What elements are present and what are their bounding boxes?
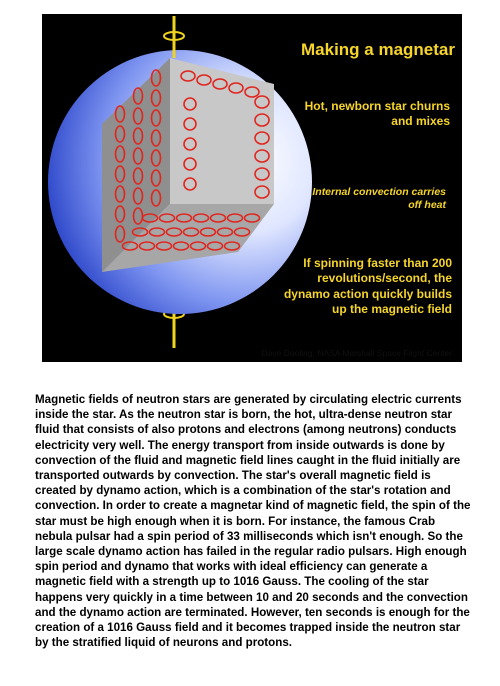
magnetar-figure (42, 14, 462, 362)
image-credit: Dave Dooling, NASA Marshall Space Flight Center (261, 348, 452, 358)
caption-convection: Internal convection carries off heat (312, 186, 446, 212)
caption-dynamo: If spinning faster than 200 revolutions/second, the dynamo action quickly builds up the magnetic field (283, 256, 452, 317)
article-paragraph: Magnetic fields of neutron stars are generated by circulating electric currents inside the star. As the neutron star is born, the hot, ultra-dense neutron star fluid that consists of also protons and electrons (among neutrons) conducts electricity very well. The energy transport from inside outwards is done by convection of the fluid and magnetic field lines caught in the fluid initially are transported outwards by convection. The star's overall magnetic field is created by dynamo action, which is a combination of the star's rotation and convection. In order to create a magnetar kind of magnetic field, the spin of the star must be high enough when it is born. For instance, the famous Crab nebula pulsar had a spin period of 33 milliseconds which isn't enough. So the large scale dynamo action has failed in the regular radio pulsars. High enough spin period and dynamo that works with ideal efficiency can generate a magnetic field with a strength up to 1016 Gauss. The cooling of the star happens very quickly in a time between 10 and 20 seconds and the convection and the dynamo action are terminated. However, ten seconds is enough for the creation of a 1016 Gauss field and it becomes trapped inside the neutron star by the stratified liquid of neurons and protons. (35, 393, 471, 650)
caption-churn: Hot, newborn star churns and mixes (304, 99, 450, 129)
figure-title: Making a magnetar (301, 40, 455, 59)
